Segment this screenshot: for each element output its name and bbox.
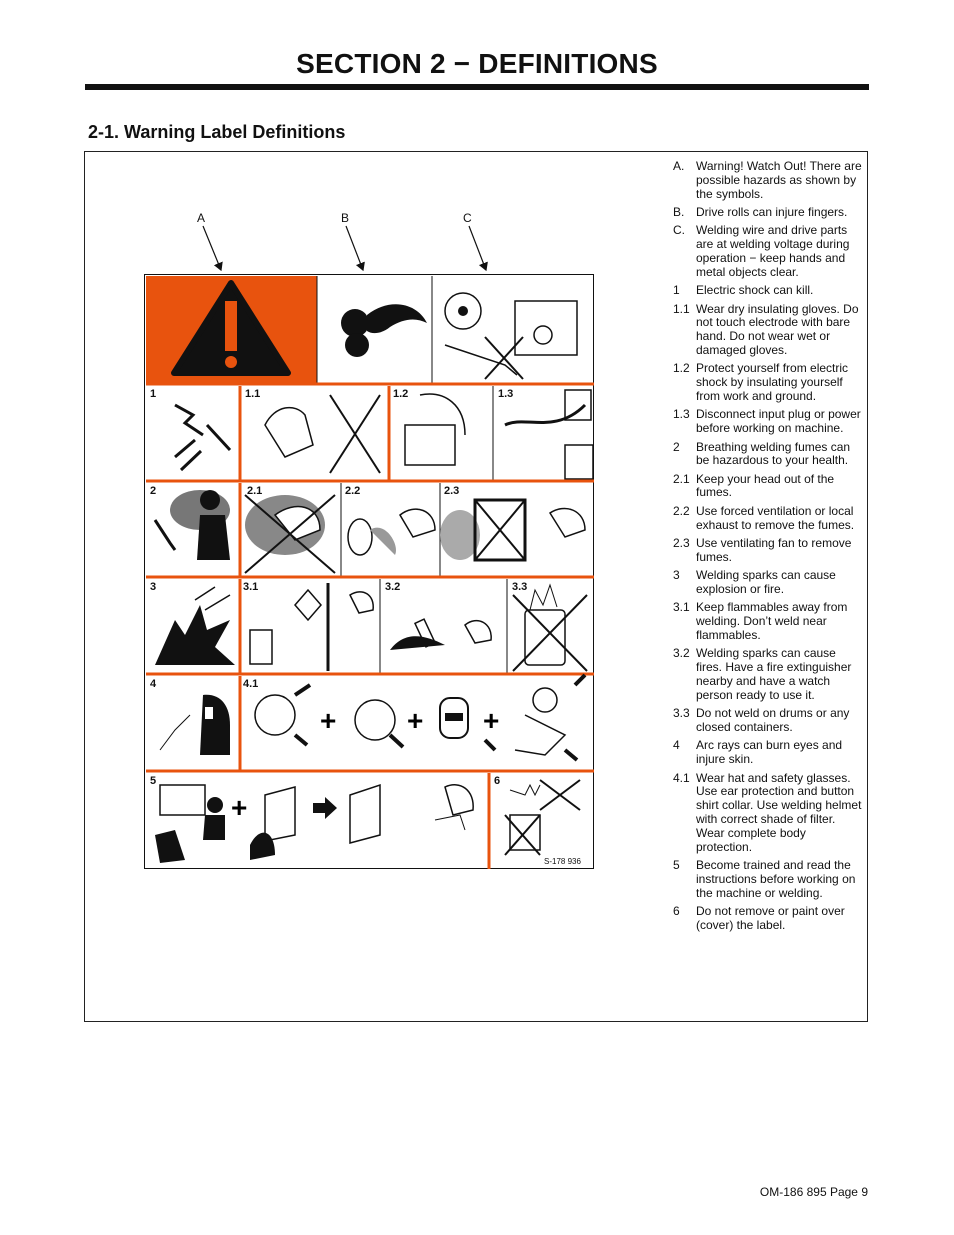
cell-number: 1.3	[498, 388, 514, 400]
svg-text:+: +	[407, 705, 424, 736]
definitions-list	[673, 160, 863, 937]
definition-text: Keep your head out of the fumes.	[696, 471, 835, 500]
cell-number: 2.3	[444, 485, 460, 497]
definition-item	[673, 441, 863, 469]
cell-number: 3.1	[243, 581, 259, 593]
definition-text: Protect yourself from electric shock by insulating yourself from work and ground.	[696, 361, 849, 403]
cell-number: 2.2	[345, 485, 361, 497]
definition-text: Wear dry insulating gloves. Do not touch electrode with bare hand. Do not wear wet or damaged gloves.	[696, 301, 859, 357]
callout-c: C	[463, 211, 472, 225]
page-title: SECTION 2 − DEFINITIONS	[296, 48, 658, 79]
definition-key: 5	[673, 857, 680, 872]
definition-text: Welding sparks can cause fires. Have a fire extinguisher nearby and have a watch person ready to use it.	[696, 646, 852, 702]
definition-key: A.	[673, 159, 685, 173]
cell-number: 3.2	[385, 581, 401, 593]
definition-item	[673, 739, 863, 767]
definition-text: Become trained and read the instructions before working on the machine or welding.	[696, 857, 856, 900]
cell-number: 5	[150, 775, 157, 787]
definition-key: 4	[673, 738, 680, 753]
svg-text:+: +	[320, 705, 337, 736]
cell-number: 1.1	[245, 388, 261, 400]
definition-item	[673, 473, 863, 501]
definition-key: 1.3	[673, 407, 690, 422]
definition-text: Do not remove or paint over (cover) the label.	[696, 903, 845, 932]
definition-text: Drive rolls can injure fingers.	[696, 204, 848, 219]
definition-text: Arc rays can burn eyes and injure skin.	[696, 738, 843, 767]
definition-text: Use forced ventilation or local exhaust to remove the fumes.	[696, 503, 855, 532]
definition-text: Use ventilating fan to remove fumes.	[696, 536, 852, 564]
definition-text: Warning! Watch Out! There are possible hazards as shown by the symbols.	[696, 159, 862, 201]
cell-number: 2	[150, 485, 157, 497]
definition-key: B.	[673, 204, 685, 219]
callout-a: A	[197, 211, 206, 225]
cell-number: 4	[150, 678, 157, 690]
definition-key: 6	[673, 903, 680, 918]
definition-key: 3.1	[673, 600, 690, 615]
definition-text: Welding wire and drive parts are at welding voltage during operation − keep hands and metal objects clear.	[696, 223, 850, 279]
title-rule	[85, 84, 869, 90]
cell-number: 4.1	[243, 678, 259, 690]
warning-label	[144, 274, 594, 869]
definition-text: Electric shock can kill.	[696, 283, 814, 298]
definition-key: 3.2	[673, 646, 690, 661]
definition-key: 1.2	[673, 361, 690, 376]
definition-item	[673, 160, 863, 201]
definition-item	[673, 569, 863, 597]
definition-item	[673, 601, 863, 642]
definition-item	[673, 905, 863, 933]
cell-number: 2.1	[247, 485, 263, 497]
definition-item	[673, 859, 863, 900]
definition-item	[673, 362, 863, 403]
definition-text: Do not weld on drums or any closed containers.	[696, 706, 850, 734]
definition-key: 1.1	[673, 301, 690, 316]
page-footer: OM-186 895 Page 9	[759, 1185, 868, 1199]
definition-key: 1	[673, 283, 680, 298]
definition-text: Welding sparks can cause explosion or fire.	[696, 568, 836, 597]
definition-item	[673, 647, 863, 702]
definition-item	[673, 284, 863, 298]
definition-key: 2.1	[673, 471, 690, 486]
cell-number: 1	[150, 388, 157, 400]
cell-number: 3.3	[512, 581, 528, 593]
definition-item	[673, 408, 863, 436]
section-subtitle: 2-1. Warning Label Definitions	[88, 122, 346, 142]
definition-key: 2.3	[673, 536, 690, 551]
definition-item	[673, 707, 863, 735]
definition-text: Breathing welding fumes can be hazardous to your health.	[696, 439, 851, 468]
definition-key: 3.3	[673, 706, 690, 721]
warning-label-art	[145, 275, 595, 870]
definition-key: 2	[673, 439, 680, 454]
cell-number: 6	[494, 775, 501, 787]
definition-key: 2.2	[673, 503, 690, 518]
definition-item	[673, 206, 863, 220]
figure-code: S-178 936	[544, 857, 581, 866]
definition-item	[673, 537, 863, 565]
svg-text:+: +	[231, 792, 248, 823]
definition-key: 4.1	[673, 770, 690, 785]
definition-text: Keep flammables away from welding. Don’t weld near flammables.	[696, 600, 848, 643]
cell-number: 3	[150, 581, 157, 593]
definition-key: 3	[673, 568, 680, 583]
definition-key: C.	[673, 223, 685, 238]
svg-text:+: +	[483, 705, 500, 736]
definition-item	[673, 224, 863, 279]
definition-text: Wear hat and safety glasses. Use ear protection and button shirt collar. Use welding helmet with correct shade of filter. Wear complete body protection.	[696, 770, 862, 854]
definition-item	[673, 303, 863, 358]
definition-item	[673, 505, 863, 533]
definition-item	[673, 772, 863, 855]
definition-text: Disconnect input plug or power before working on machine.	[696, 407, 861, 436]
callout-b: B	[341, 211, 350, 225]
cell-number: 1.2	[393, 388, 409, 400]
